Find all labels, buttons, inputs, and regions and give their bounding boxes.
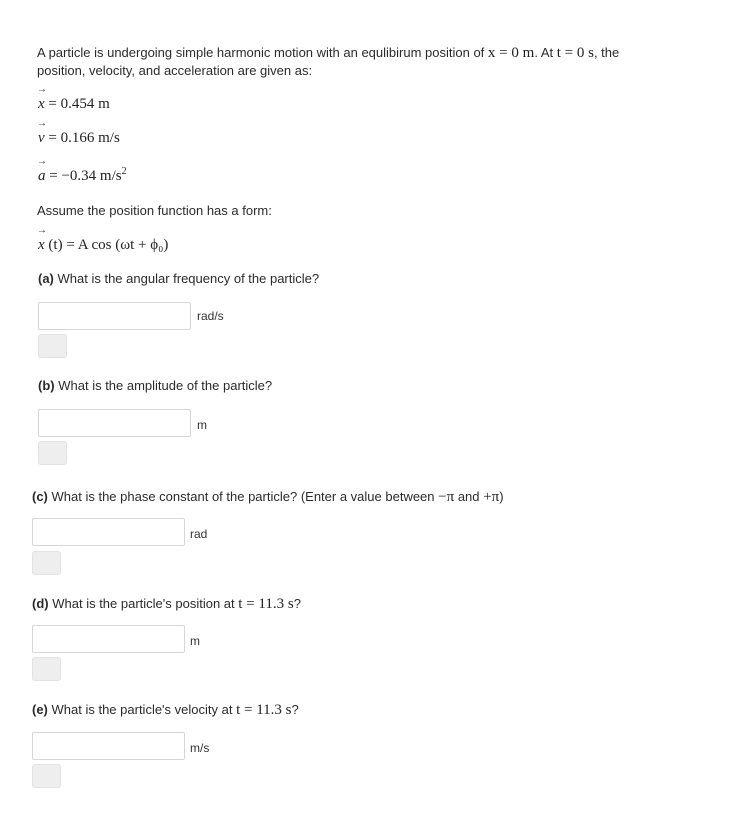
question-c-and: and — [457, 489, 480, 504]
form-intro: Assume the position function has a form: — [37, 203, 272, 218]
x-vector-symbol: → x — [38, 94, 45, 114]
acceleration-exponent: 2 — [121, 166, 127, 177]
question-d-text: What is the particle's position at — [52, 596, 235, 611]
submit-a-button[interactable] — [38, 334, 67, 358]
x-vector-symbol: → x — [38, 235, 45, 255]
position-function-rhs: (t) = A cos (ωt + ϕ₀) — [48, 237, 169, 253]
position-unit: m — [190, 634, 200, 648]
angular-frequency-unit: rad/s — [197, 309, 224, 323]
given-velocity — [38, 128, 120, 148]
position-value: = 0.454 m — [48, 96, 110, 112]
question-e-label: (e) — [32, 702, 48, 717]
velocity-input[interactable] — [32, 732, 185, 760]
v-vector-symbol: → v — [38, 128, 45, 148]
submit-e-button[interactable] — [32, 764, 61, 788]
given-position — [38, 94, 110, 114]
intro-line-1 — [37, 43, 619, 63]
question-c-label: (c) — [32, 489, 48, 504]
given-acceleration — [38, 166, 127, 186]
question-e-time: t = 11.3 s — [236, 702, 292, 718]
question-e-text: What is the particle's velocity at — [51, 702, 233, 717]
question-e-mark: ? — [291, 702, 299, 717]
intro-at: . At — [534, 45, 554, 60]
position-function — [38, 235, 168, 255]
intro-line-2: position, velocity, and acceleration are given as: — [37, 63, 313, 78]
question-c-text: What is the phase constant of the particle? (Enter a value between — [51, 489, 435, 504]
question-d-mark: ? — [293, 596, 301, 611]
equilibrium-equation: x = 0 m — [487, 45, 535, 61]
question-d-label: (d) — [32, 596, 49, 611]
phase-constant-unit: rad — [190, 527, 208, 541]
velocity-value: = 0.166 m/s — [48, 130, 120, 146]
intro-text: A particle is undergoing simple harmonic motion with an equlibirum position of — [37, 45, 485, 60]
submit-b-button[interactable] — [38, 441, 67, 465]
question-a-label: (a) — [38, 271, 54, 286]
amplitude-unit: m — [197, 418, 207, 432]
question-b-text: What is the amplitude of the particle? — [58, 378, 273, 393]
submit-d-button[interactable] — [32, 657, 61, 681]
question-c-close: ) — [499, 489, 504, 504]
question-d — [32, 594, 301, 614]
phase-constant-input[interactable] — [32, 518, 185, 546]
acceleration-value: = −0.34 m/s — [49, 168, 122, 184]
question-e — [32, 700, 299, 720]
intro-end: , the — [593, 45, 620, 60]
question-a — [38, 269, 319, 289]
minus-pi: −π — [438, 489, 455, 505]
question-b — [38, 376, 272, 396]
question-c — [32, 487, 504, 507]
question-a-text: What is the angular frequency of the particle? — [57, 271, 320, 286]
submit-c-button[interactable] — [32, 551, 61, 575]
angular-frequency-input[interactable] — [38, 302, 191, 330]
amplitude-input[interactable] — [38, 409, 191, 437]
position-input[interactable] — [32, 625, 185, 653]
question-d-time: t = 11.3 s — [238, 596, 294, 612]
question-b-label: (b) — [38, 378, 55, 393]
initial-time-equation: t = 0 s — [556, 45, 594, 61]
a-vector-symbol: → a — [38, 166, 46, 186]
velocity-unit: m/s — [190, 741, 210, 755]
plus-pi: +π — [483, 489, 500, 505]
